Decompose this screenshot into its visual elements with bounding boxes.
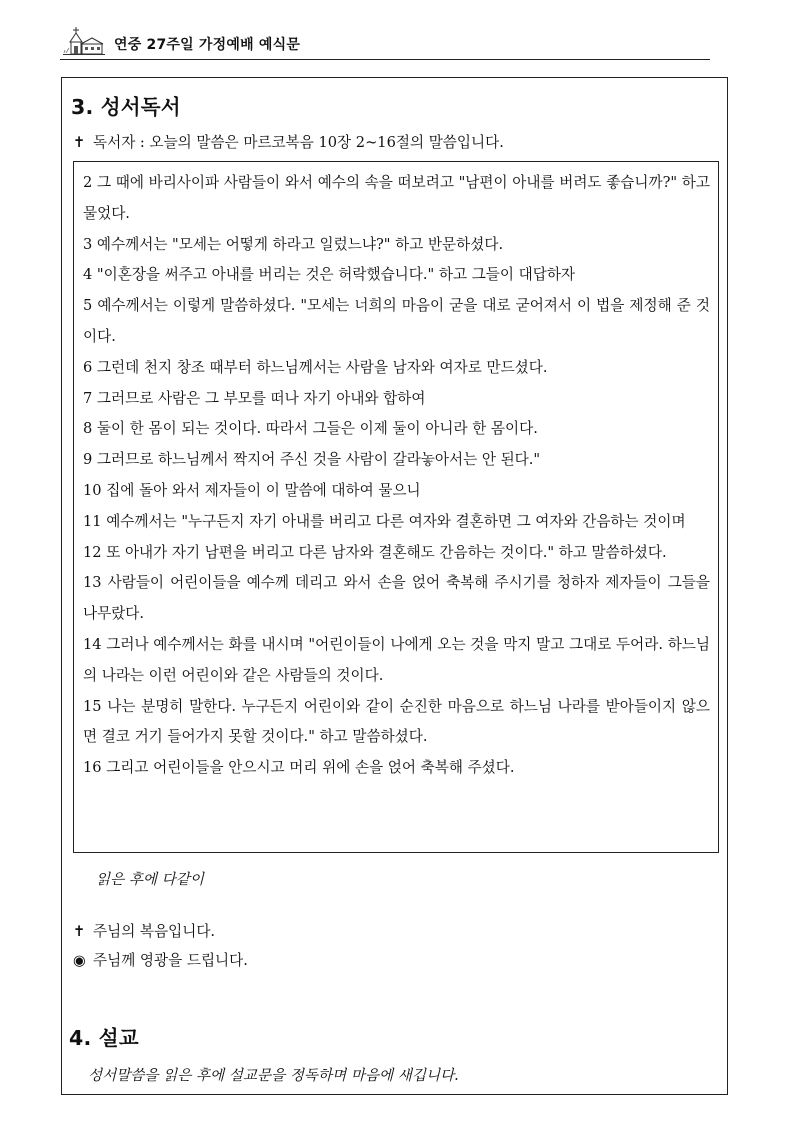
people-text: 주님께 영광을 드립니다.: [93, 952, 248, 969]
page-title: 연중 27주일 가정예배 예식문: [114, 37, 301, 53]
sermon-instruction: 성서말씀을 읽은 후에 설교문을 정독하며 마음에 새깁니다.: [88, 1067, 459, 1084]
church-icon: [62, 26, 106, 56]
people-response: [73, 949, 248, 970]
leader-text: 주님의 복음입니다.: [93, 923, 216, 940]
section-title-sermon: 4. 설교: [69, 1026, 139, 1050]
verse: 8 둘이 한 몸이 되는 것이다. 따라서 그들은 이제 둘이 아니라 한 몸이다.: [83, 420, 538, 438]
verse: 14 그러나 예수께서는 화를 내시며 "어린이들이 나에게 오는 것을 막지 말고 그대로 두어라. 하느님의 나라는 이런 어린이와 같은 사람들의 것이다.: [83, 635, 710, 684]
leader-response: [73, 920, 215, 941]
verse: 5 예수께서는 이렇게 말씀하셨다. "모세는 너희의 마음이 굳을 대로 굳어져서 이 법을 제정해 준 것이다.: [83, 297, 710, 345]
verse: 4 "이혼장을 써주고 아내를 버리는 것은 허락했습니다." 하고 그들이 대답하자: [83, 266, 576, 284]
verse: 12 또 아내가 자기 남편을 버리고 다른 남자와 결혼해도 간음하는 것이다." 하고 말씀하셨다.: [83, 543, 667, 561]
page-header: [60, 26, 710, 60]
verse: 3 예수께서는 "모세는 어떻게 하라고 일렀느냐?" 하고 반문하셨다.: [83, 235, 504, 253]
verse: 2 그 때에 바리사이파 사람들이 와서 예수의 속을 떠보려고 "남편이 아내를 버려도 좋습니까?" 하고 물었다.: [83, 174, 710, 222]
reader-text: 독서자 : 오늘의 말씀은 마르코복음 10장 2~16절의 말씀입니다.: [93, 134, 504, 151]
verse: 9 그러므로 하느님께서 짝지어 주신 것을 사람이 갈라놓아서는 안 된다.": [83, 451, 541, 469]
verse: 16 그리고 어린이들을 안으시고 머리 위에 손을 얹어 축복해 주셨다.: [83, 759, 515, 777]
cross-icon: ✝: [73, 134, 86, 151]
circle-dot-icon: ◉: [73, 952, 86, 969]
verse: 11 예수께서는 "누구든지 자기 아내를 버리고 다른 여자와 결혼하면 그 여자와 간음하는 것이며: [83, 512, 686, 530]
verse: 7 그러므로 사람은 그 부모를 떠나 자기 아내와 합하여: [83, 389, 426, 407]
scripture-box: [73, 161, 719, 853]
header-divider: [60, 59, 710, 60]
cross-icon: ✝: [73, 923, 86, 940]
verse: 10 집에 돌아 와서 제자들이 이 말씀에 대하여 물으니: [83, 481, 421, 499]
after-reading-instruction: 읽은 후에 다같이: [96, 871, 204, 888]
verse: 15 나는 분명히 말한다. 누구든지 어린이와 같이 순진한 마음으로 하느님 나라를 받아들이지 않으면 결코 거기 들어가지 못할 것이다." 하고 말씀하셨다.: [83, 697, 710, 746]
verse: 6 그런데 천지 창조 때부터 하느님께서는 사람을 남자와 여자로 만드셨다.: [83, 358, 548, 376]
section-title-reading: 3. 성서독서: [71, 95, 181, 119]
verse: 13 사람들이 어린이들을 예수께 데리고 와서 손을 얹어 축복해 주시기를 청하자 제자들이 그들을 나무랐다.: [83, 574, 710, 623]
reader-announcement: [73, 131, 504, 152]
